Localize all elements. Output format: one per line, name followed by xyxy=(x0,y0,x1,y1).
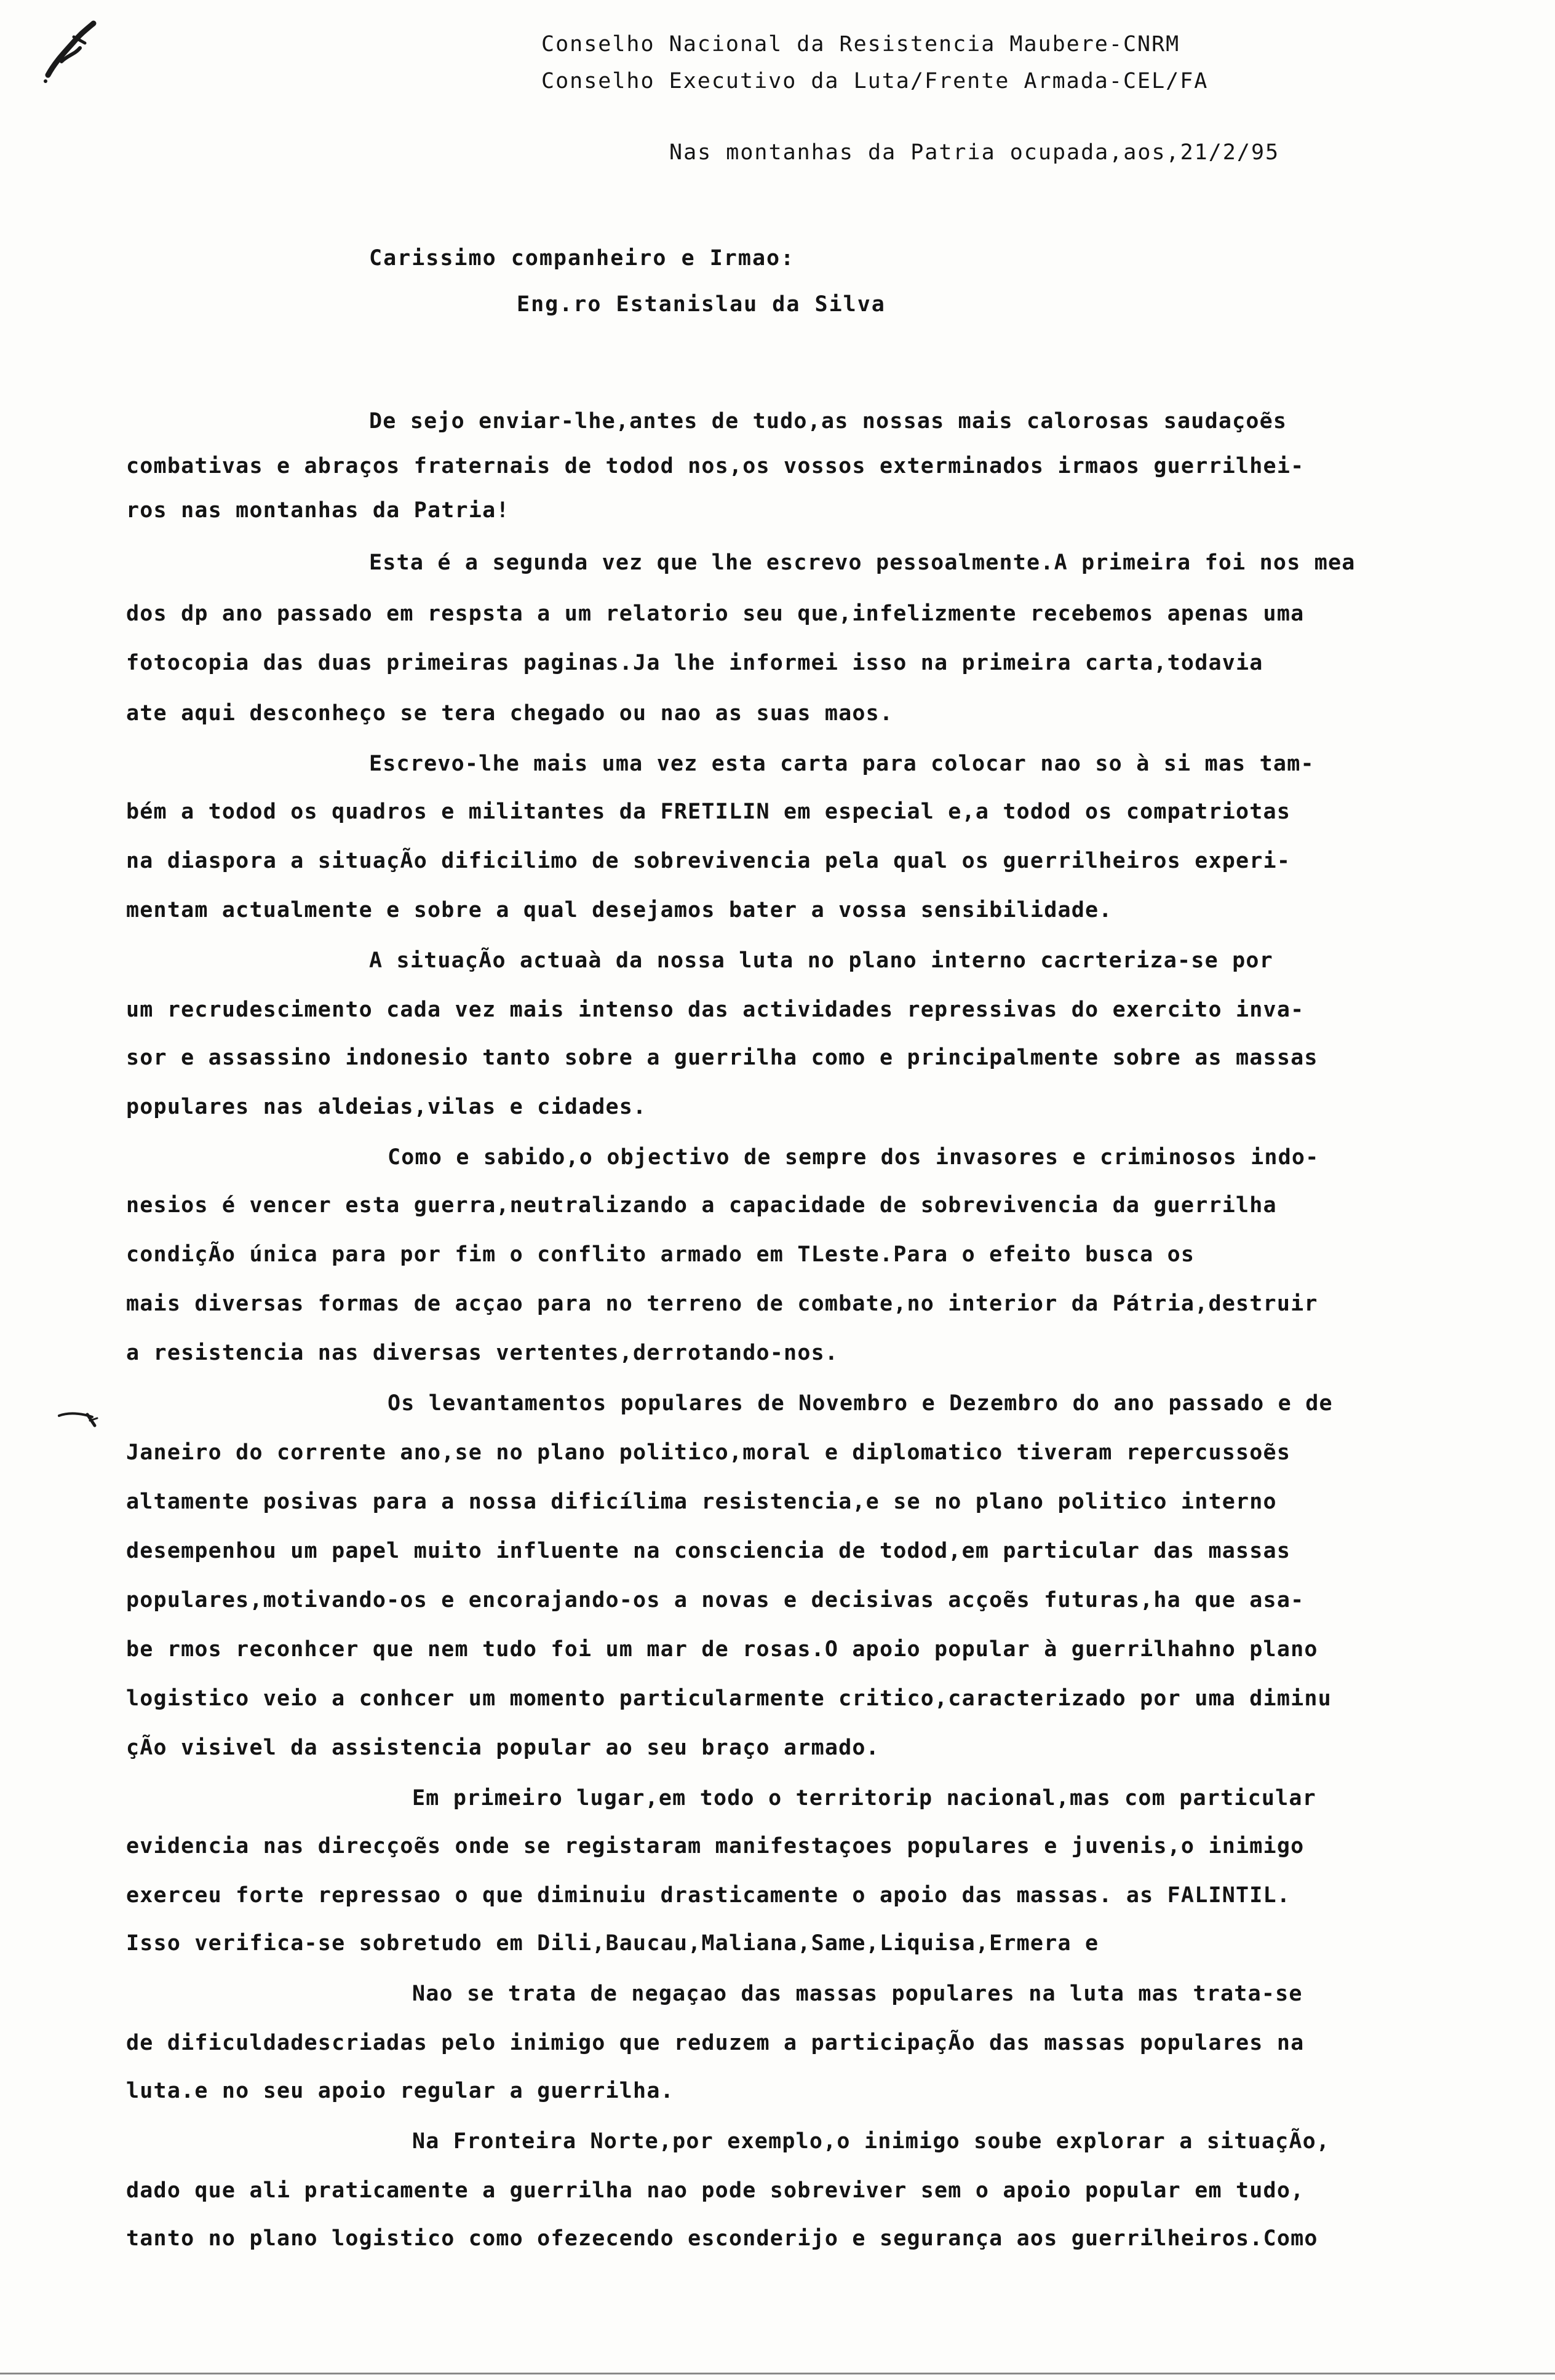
letter-line: ros nas montanhas da Patria! xyxy=(126,498,510,523)
salutation: Carissimo companheiro e Irmao: xyxy=(369,246,795,271)
letter-line: mentam actualmente e sobre a qual desejamos bater a vossa sensibilidade. xyxy=(126,898,1113,922)
letter-line: tanto no plano logistico como ofezecendo esconderijo e segurança aos guerrilheiros.Como xyxy=(126,2226,1318,2251)
letter-line: Janeiro do corrente ano,se no plano politico,moral e diplomatico tiveram repercussoẽs xyxy=(126,1440,1291,1465)
letter-line: fotocopia das duas primeiras paginas.Ja lhe informei isso na primeira carta,todavia xyxy=(126,651,1263,675)
header-line-2: Conselho Executivo da Luta/Frente Armada-CEL/FA xyxy=(541,69,1209,93)
letter-line: Isso verifica-se sobretudo em Dili,Baucau,Maliana,Same,Liquisa,Ermera e xyxy=(126,1931,1099,1956)
letter-line: Esta é a segunda vez que lhe escrevo pessoalmente.A primeira foi nos mea xyxy=(369,550,1356,575)
letter-line: combativas e abraços fraternais de todod nos,os vossos exterminados irmaos guerrilhei- xyxy=(126,454,1305,478)
letter-line: Os levantamentos populares de Novembro e Dezembro do ano passado e de xyxy=(388,1391,1333,1416)
letter-line: de dificuldadescriadas pelo inimigo que reduzem a participaçÃo das massas populares na xyxy=(126,2031,1305,2055)
letter-line: çÃo visivel da assistencia popular ao seu braço armado. xyxy=(126,1735,880,1760)
letter-line: sor e assassino indonesio tanto sobre a guerrilha como e principalmente sobre as massas xyxy=(126,1045,1318,1070)
letter-line: um recrudescimento cada vez mais intenso das actividades repressivas do exercito inva- xyxy=(126,998,1305,1022)
letter-line: Escrevo-lhe mais uma vez esta carta para colocar nao so à si mas tam- xyxy=(369,752,1314,776)
margin-mark-icon xyxy=(57,1408,100,1439)
letter-line: a resistencia nas diversas vertentes,derrotando-nos. xyxy=(126,1341,839,1365)
letter-line: evidencia nas direcçoẽs onde se registaram manifestaçoes populares e juvenis,o inimigo xyxy=(126,1834,1305,1858)
letter-line: desempenhou um papel muito influente na consciencia de todod,em particular das massas xyxy=(126,1539,1291,1563)
letter-line: logistico veio a conhcer um momento particularmente critico,caracterizado por uma diminu xyxy=(126,1686,1332,1711)
letter-line: na diaspora a situaçÃo dificilimo de sobrevivencia pela qual os guerrilheiros experi- xyxy=(126,849,1291,873)
letter-line: dado que ali praticamente a guerrilha nao pode sobreviver sem o apoio popular em tudo, xyxy=(126,2178,1305,2203)
letter-line: luta.e no seu apoio regular a guerrilha. xyxy=(126,2079,674,2103)
letter-line: populares,motivando-os e encorajando-os a novas e decisivas acçoẽs futuras,ha que asa- xyxy=(126,1588,1305,1612)
scan-bottom-edge xyxy=(0,2373,1555,2374)
header-line-1: Conselho Nacional da Resistencia Maubere-CNRM xyxy=(541,32,1180,57)
letter-line: populares nas aldeias,vilas e cidades. xyxy=(126,1095,647,1119)
letter-line: be rmos reconhcer que nem tudo foi um mar de rosas.O apoio popular à guerrilhahno plano xyxy=(126,1637,1318,1662)
letter-line: mais diversas formas de acçao para no terreno de combate,no interior da Pátria,destruir xyxy=(126,1291,1318,1316)
letter-line: altamente posivas para a nossa dificílima resistencia,e se no plano politico interno xyxy=(126,1489,1277,1514)
letter-line: bém a todod os quadros e militantes da FRETILIN em especial e,a todod os compatriotas xyxy=(126,799,1291,824)
letter-line: Em primeiro lugar,em todo o territorip nacional,mas com particular xyxy=(412,1786,1316,1811)
letter-line: Na Fronteira Norte,por exemplo,o inimigo soube explorar a situaçÃo, xyxy=(412,2129,1330,2154)
addressee: Eng.ro Estanislau da Silva xyxy=(517,292,886,317)
letter-line: Nao se trata de negaçao das massas populares na luta mas trata-se xyxy=(412,1981,1303,2006)
letter-line: dos dp ano passado em respsta a um relatorio seu que,infelizmente recebemos apenas uma xyxy=(126,601,1305,626)
letter-line: condiçÃo única para por fim o conflito armado em TLeste.Para o efeito busca os xyxy=(126,1242,1195,1267)
letter-line: exerceu forte repressao o que diminuiu drasticamente o apoio das massas. as FALINTIL. xyxy=(126,1883,1291,1908)
letter-line: De sejo enviar-lhe,antes de tudo,as nossas mais calorosas saudaçoẽs xyxy=(369,409,1287,434)
letter-line: A situaçÃo actuaà da nossa luta no plano interno cacrteriza-se por xyxy=(369,948,1273,973)
letter-line: nesios é vencer esta guerra,neutralizando a capacidade de sobrevivencia da guerrilha xyxy=(126,1193,1277,1218)
handwritten-mark-icon xyxy=(37,18,105,86)
letter-line: ate aqui desconheço se tera chegado ou nao as suas maos. xyxy=(126,701,894,726)
dateline: Nas montanhas da Patria ocupada,aos,21/2/95 xyxy=(669,140,1280,165)
letter-line: Como e sabido,o objectivo de sempre dos invasores e criminosos indo- xyxy=(388,1145,1319,1170)
